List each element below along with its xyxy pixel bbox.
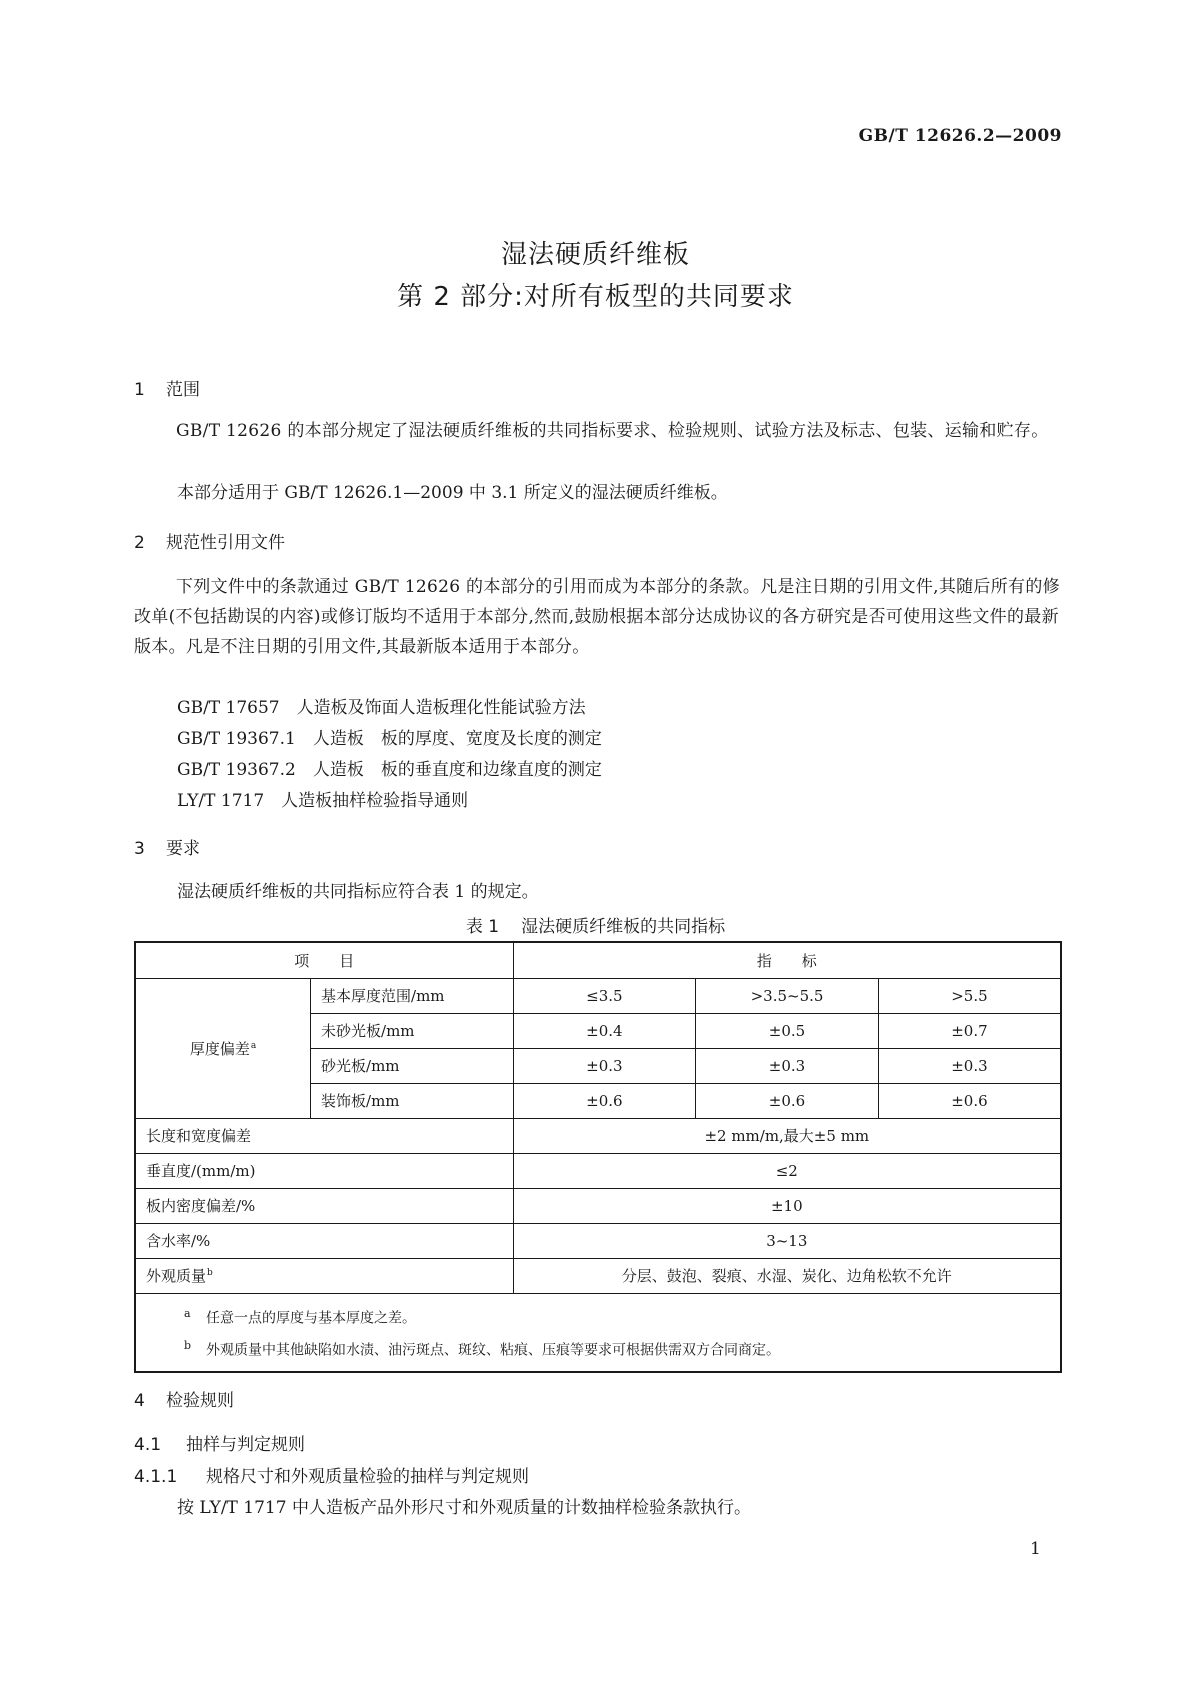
reference-item: GB/T 19367.2 人造板 板的垂直度和边缘直度的测定 xyxy=(177,760,602,780)
specification-table xyxy=(134,941,1062,1373)
table-cell: >3.5~5.5 xyxy=(696,978,879,1013)
row-label: 长度和宽度偏差 xyxy=(135,1118,513,1153)
table-cell: ±0.6 xyxy=(878,1083,1061,1118)
table-cell: >5.5 xyxy=(878,978,1061,1013)
section-4-heading xyxy=(134,1386,234,1411)
table-cell: ±2 mm/m,最大±5 mm xyxy=(513,1118,1061,1153)
standard-code: GB/T 12626.2—2009 xyxy=(858,126,1062,146)
section-title: 抽样与判定规则 xyxy=(186,1435,305,1455)
table-title: 湿法硬质纤维板的共同指标 xyxy=(521,917,726,937)
table-notes xyxy=(135,1293,1061,1372)
section-number: 3 xyxy=(134,839,145,859)
footnote-mark: b xyxy=(207,1268,213,1278)
table-row xyxy=(135,1223,1061,1258)
row-label: 基本厚度范围/mm xyxy=(311,978,514,1013)
table-cell: ≤3.5 xyxy=(513,978,696,1013)
table-row xyxy=(135,978,1061,1013)
paragraph-text: 下列文件中的条款通过 GB/T 12626 的本部分的引用而成为本部分的条款。凡是注日期的引用文件,其随后所有的修改单(不包括勘误的内容)或修订版均不适用于本部分,然而,鼓励根据本部分达成协议的各方研究是否可使用这些文件的最新版本。凡是不注日期的引用文件,其最新版本适用于本部分。 xyxy=(134,577,1060,657)
paragraph-text: GB/T 12626 的本部分规定了湿法硬质纤维板的共同指标要求、检验规则、试验方法及标志、包装、运输和贮存。 xyxy=(176,421,1049,441)
table-cell: 3~13 xyxy=(513,1223,1061,1258)
section-2-heading xyxy=(134,528,285,553)
table-row xyxy=(135,1153,1061,1188)
table-cell: ≤2 xyxy=(513,1153,1061,1188)
note-text: 任意一点的厚度与基本厚度之差。 xyxy=(206,1310,416,1327)
section-3-para-1: 湿法硬质纤维板的共同指标应符合表 1 的规定。 xyxy=(177,882,539,902)
table-cell: ±0.3 xyxy=(878,1048,1061,1083)
table-note xyxy=(184,1332,1012,1365)
subsection-4-1-heading xyxy=(134,1430,305,1455)
row-label: 外观质量 xyxy=(146,1267,207,1285)
row-label: 板内密度偏差/% xyxy=(135,1188,513,1223)
section-title: 规格尺寸和外观质量检验的抽样与判定规则 xyxy=(206,1467,529,1487)
section-number: 4 xyxy=(134,1391,145,1411)
section-title: 检验规则 xyxy=(166,1391,234,1411)
subsection-4-1-1-heading xyxy=(134,1462,529,1487)
section-1-para-2: 本部分适用于 GB/T 12626.1—2009 中 3.1 所定义的湿法硬质纤维板。 xyxy=(177,483,728,503)
table-note xyxy=(184,1300,1012,1333)
section-3-heading xyxy=(134,834,200,859)
footnote-mark: a xyxy=(250,1040,257,1051)
table-cell: ±0.5 xyxy=(696,1013,879,1048)
footnote-mark: b xyxy=(184,1339,192,1353)
thickness-group-cell: 厚度偏差$^a$ xyxy=(135,978,311,1118)
section-number: 4.1.1 xyxy=(134,1467,178,1487)
section-2-para-1 xyxy=(134,572,1062,662)
section-1-para-1 xyxy=(134,416,1062,446)
table-caption xyxy=(0,912,1191,937)
section-number: 2 xyxy=(134,533,145,553)
note-text: 外观质量中其他缺陷如水渍、油污斑点、斑纹、粘痕、压痕等要求可根据供需双方合同商定。 xyxy=(206,1342,780,1359)
document-subtitle: 第 2 部分:对所有板型的共同要求 xyxy=(397,282,794,312)
subsection-4-1-1-text: 按 LY/T 1717 中人造板产品外形尺寸和外观质量的计数抽样检验条款执行。 xyxy=(177,1498,751,1518)
row-label: 含水率/% xyxy=(135,1223,513,1258)
row-label: 砂光板/mm xyxy=(311,1048,514,1083)
section-title: 规范性引用文件 xyxy=(166,533,285,553)
table-cell: ±0.4 xyxy=(513,1013,696,1048)
row-label: 垂直度/(mm/m) xyxy=(135,1153,513,1188)
table-number: 表 1 xyxy=(465,917,500,937)
table-cell: 分层、鼓泡、裂痕、水湿、炭化、边角松软不允许 xyxy=(513,1258,1061,1293)
table-cell: ±0.6 xyxy=(696,1083,879,1118)
reference-item: GB/T 17657 人造板及饰面人造板理化性能试验方法 xyxy=(177,698,586,718)
row-label: 未砂光板/mm xyxy=(311,1013,514,1048)
table-cell: ±10 xyxy=(513,1188,1061,1223)
section-number: 4.1 xyxy=(134,1435,162,1455)
section-number: 1 xyxy=(134,380,145,400)
row-label: 装饰板/mm xyxy=(311,1083,514,1118)
table-notes-row xyxy=(135,1293,1061,1372)
footnote-mark: a xyxy=(184,1306,191,1320)
document-title: 湿法硬质纤维板 xyxy=(500,240,690,270)
header-index: 指 标 xyxy=(513,942,1061,978)
table-cell: ±0.6 xyxy=(513,1083,696,1118)
reference-item: LY/T 1717 人造板抽样检验指导通则 xyxy=(177,791,469,811)
row-label-cell xyxy=(135,1258,513,1293)
table-cell: ±0.3 xyxy=(513,1048,696,1083)
table-row xyxy=(135,1188,1061,1223)
table-header-row xyxy=(135,942,1061,978)
table-cell: ±0.7 xyxy=(878,1013,1061,1048)
section-title: 范围 xyxy=(166,380,200,400)
header-item: 项 目 xyxy=(135,942,513,978)
page-number: 1 xyxy=(1030,1539,1041,1559)
table-row xyxy=(135,1258,1061,1293)
normative-references-list xyxy=(177,693,602,817)
section-1-heading xyxy=(134,375,200,400)
reference-item: GB/T 19367.1 人造板 板的厚度、宽度及长度的测定 xyxy=(177,729,602,749)
table-row xyxy=(135,1118,1061,1153)
section-title: 要求 xyxy=(166,839,200,859)
table-cell: ±0.3 xyxy=(696,1048,879,1083)
